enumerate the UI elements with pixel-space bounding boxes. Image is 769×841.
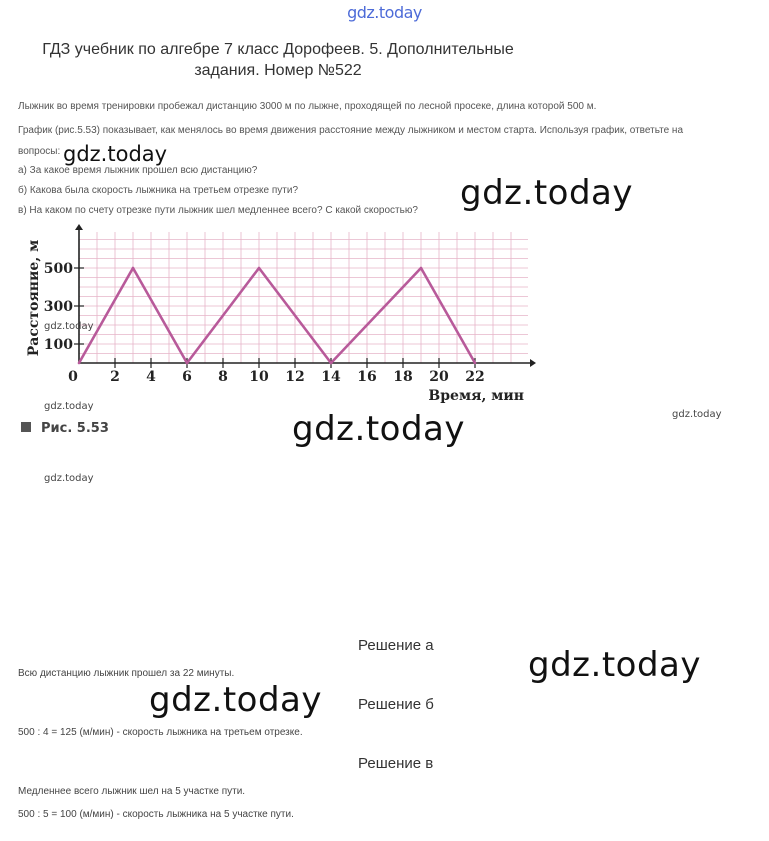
- x-tick-label: 4: [146, 369, 156, 385]
- x-tick-label: 0: [68, 369, 78, 385]
- x-axis-label: Время, мин: [428, 388, 524, 404]
- data-point: [132, 267, 135, 270]
- watermark: gdz.today: [528, 645, 701, 685]
- watermark: gdz.today: [44, 473, 94, 484]
- x-tick-label: 6: [182, 369, 192, 385]
- watermark: gdz.today: [63, 142, 168, 166]
- watermark: gdz.today: [44, 401, 94, 412]
- data-point: [186, 362, 189, 365]
- page-title-line1: ГДЗ учебник по алгебре 7 класс Дорофеев. 5. Дополнительные: [42, 41, 514, 58]
- data-point: [474, 362, 477, 365]
- x-tick-label: 10: [249, 369, 269, 385]
- x-tick-label: 18: [393, 369, 413, 385]
- x-tick-label: 22: [465, 369, 485, 385]
- watermark: gdz.today: [460, 173, 633, 213]
- solution-c-heading: Решение в: [358, 755, 434, 772]
- watermark: gdz.today: [44, 321, 94, 332]
- chart-ticks: [44, 261, 485, 385]
- watermark: gdz.today: [292, 409, 465, 449]
- watermark: gdz.today: [672, 409, 722, 420]
- data-point: [330, 362, 333, 365]
- solution-c-text-2: 500 : 5 = 100 (м/мин) - скорость лыжника на 5 участке пути.: [18, 809, 294, 820]
- solution-b-heading: Решение б: [358, 696, 434, 713]
- data-point: [420, 267, 423, 270]
- problem-paragraph-1: Лыжник во время тренировки пробежал дистанцию 3000 м по лыжне, проходящей по лесной просеке, длина которой 500 м.: [18, 101, 597, 112]
- problem-paragraph-2-line2: вопросы:: [18, 146, 61, 157]
- solution-b-text: 500 : 4 = 125 (м/мин) - скорость лыжника на третьем отрезке.: [18, 727, 303, 738]
- question-a: а) За какое время лыжник прошел всю дистанцию?: [18, 165, 258, 176]
- x-tick-label: 2: [110, 369, 120, 385]
- solution-a-heading: Решение а: [358, 637, 434, 654]
- caption-square-icon: [21, 422, 31, 432]
- solution-a-text: Всю дистанцию лыжник прошел за 22 минуты.: [18, 668, 235, 679]
- x-axis-arrow: [530, 359, 536, 367]
- x-tick-label: 12: [285, 369, 305, 385]
- chart-grid: [79, 232, 528, 363]
- problem-paragraph-2-line1: График (рис.5.53) показывает, как менялось во время движения расстояние между лыжником и местом старта. Используя график, ответьте на: [18, 125, 684, 136]
- y-tick-label: 100: [43, 337, 73, 353]
- y-tick-label: 500: [43, 261, 73, 277]
- y-tick-label: 300: [43, 299, 73, 315]
- page-title: [18, 39, 538, 81]
- question-b: б) Какова была скорость лыжника на третьем отрезке пути?: [18, 185, 299, 196]
- y-axis-arrow: [75, 224, 83, 230]
- data-point: [78, 362, 81, 365]
- x-tick-label: 16: [357, 369, 377, 385]
- x-tick-label: 14: [321, 369, 341, 385]
- solution-c-text-1: Медленнее всего лыжник шел на 5 участке пути.: [18, 786, 246, 797]
- figure-caption: Рис. 5.53: [41, 421, 109, 436]
- data-point: [258, 267, 261, 270]
- x-tick-label: 20: [429, 369, 449, 385]
- chart-axes: [75, 224, 536, 367]
- x-tick-label: 8: [218, 369, 228, 385]
- page-title-line2: задания. Номер №522: [194, 62, 362, 79]
- question-c: в) На каком по счету отрезке пути лыжник шел медленнее всего? С какой скоростью?: [18, 205, 418, 216]
- y-axis-label: Расстояние, м: [26, 239, 42, 357]
- watermark: gdz.today: [149, 680, 322, 720]
- site-logo[interactable]: gdz.today: [347, 3, 422, 22]
